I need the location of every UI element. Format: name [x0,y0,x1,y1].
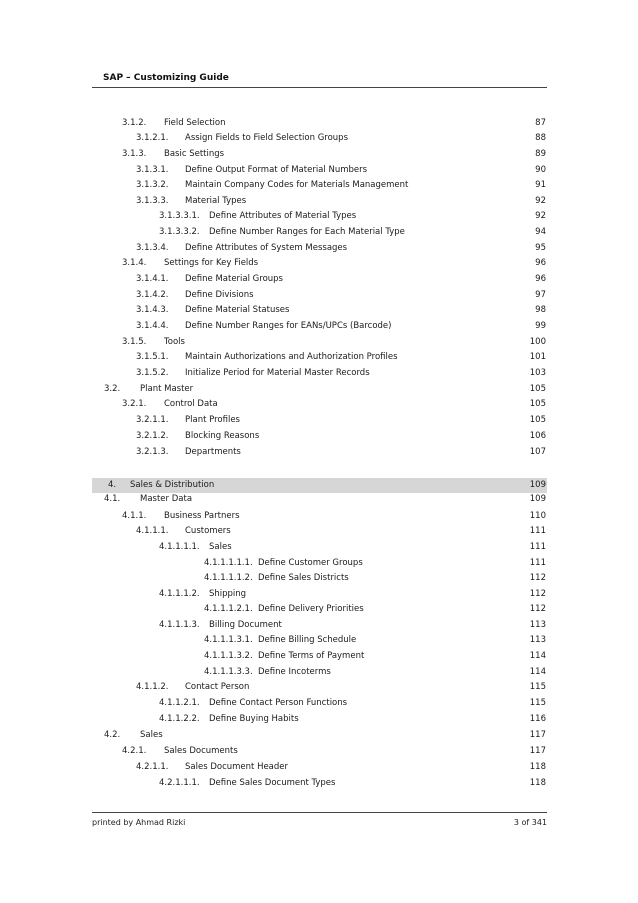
toc-entry-page: 98 [535,305,546,315]
toc-entry[interactable] [92,760,547,775]
toc-entry-number: 3.1.3.2. [136,180,169,190]
toc-entry-title: Business Partners [164,511,240,521]
toc-entry[interactable] [92,696,547,711]
toc-entry-title: Sales Document Header [185,762,289,772]
toc-entry-title: Basic Settings [164,149,225,159]
toc-entry-page: 90 [535,165,546,175]
toc-entry-number: 4.1.1.2. [136,682,169,692]
toc-entry[interactable] [92,728,547,743]
toc-entry[interactable] [92,429,547,444]
toc-entry-title: Maintain Company Codes for Materials Management [185,180,409,190]
toc-entry[interactable] [92,256,547,271]
toc-entry-title: Billing Document [209,620,282,630]
toc-entry-number: 4.1.1.1.2. [159,589,200,599]
toc-entry-page: 94 [535,227,546,237]
toc-entry-number: 4.1.1.2.2. [159,714,200,724]
toc-entry[interactable] [92,665,547,680]
toc-entry-page: 96 [535,274,546,284]
toc-entry[interactable] [92,178,547,193]
toc-entry[interactable] [92,382,547,397]
toc-entry-number: 4.1.1.1.1. [159,542,200,552]
toc-entry-title: Define Output Format of Material Numbers [185,165,368,175]
toc-entry[interactable] [92,272,547,287]
toc-entry[interactable] [92,478,547,493]
toc-entry-number: 4.1.1.1.3.2. [204,651,253,661]
toc-entry-page: 116 [529,714,546,724]
footer-divider [92,812,547,813]
toc-entry-title: Define Number Ranges for EANs/UPCs (Barcode) [185,321,392,331]
toc-entry-page: 96 [535,258,546,268]
toc-entry-number: 3.1.3. [122,149,147,159]
toc-entry-page: 105 [529,384,546,394]
toc-entry-page: 110 [529,511,546,521]
toc-entry-title: Plant Profiles [185,415,240,425]
toc-entry-page: 111 [529,558,546,568]
toc-entry-page: 101 [529,352,546,362]
toc-entry-title: Sales [140,730,163,740]
toc-entry[interactable] [92,633,547,648]
toc-entry-title: Assign Fields to Field Selection Groups [185,133,349,143]
toc-entry-page: 112 [529,589,546,599]
toc-entry-title: Define Billing Schedule [258,635,357,645]
toc-entry-page: 89 [535,149,546,159]
toc-entry-title: Define Incoterms [258,667,331,677]
toc-entry-page: 103 [529,368,546,378]
toc-entry-number: 4.1.1.1.1.2. [204,573,253,583]
toc-entry-number: 4.1.1.2.1. [159,698,200,708]
toc-entry-page: 106 [529,431,546,441]
toc-entry-number: 3.1.3.3.1. [159,211,200,221]
toc-entry-page: 115 [529,682,546,692]
toc-entry-title: Tools [164,337,185,347]
toc-entry[interactable] [92,744,547,759]
toc-entry-number: 3.1.3.1. [136,165,169,175]
toc-entry-number: 4.1.1.1.3.1. [204,635,253,645]
toc-entry-page: 118 [529,778,546,788]
toc-entry-title: Define Attributes of Material Types [209,211,357,221]
toc-entry-page: 105 [529,399,546,409]
toc-entry[interactable] [92,492,547,507]
toc-entry[interactable] [92,556,547,571]
toc-entry[interactable] [92,649,547,664]
toc-entry-number: 3.2. [104,384,121,394]
toc-entry-number: 3.1.3.3.2. [159,227,200,237]
toc-entry-number: 3.1.4.3. [136,305,169,315]
toc-entry-number: 4.1.1.1.3.3. [204,667,253,677]
toc-entry-page: 107 [529,447,546,457]
toc-entry[interactable] [92,131,547,146]
toc-entry-number: 4.2. [104,730,121,740]
toc-entry-title: Define Contact Person Functions [209,698,348,708]
toc-entry-page: 114 [529,667,546,677]
toc-entry-title: Define Customer Groups [258,558,363,568]
toc-entry-title: Settings for Key Fields [164,258,259,268]
toc-entry-page: 91 [535,180,546,190]
toc-entry-number: 3.1.4.2. [136,290,169,300]
toc-entry-title: Customers [185,526,231,536]
toc-entry-page: 113 [529,635,546,645]
toc-entry-title: Departments [185,447,241,457]
toc-entry-page: 111 [529,526,546,536]
toc-entry[interactable] [92,288,547,303]
toc-entry-page: 109 [529,494,546,504]
toc-entry-number: 4.2.1.1. [136,762,169,772]
toc-entry-page: 112 [529,573,546,583]
toc-entry-number: 3.1.4. [122,258,147,268]
toc-entry-title: Define Sales Document Types [209,778,336,788]
toc-entry-title: Define Attributes of System Messages [185,243,348,253]
toc-entry-number: 3.1.5.1. [136,352,169,362]
toc-entry-page: 88 [535,133,546,143]
toc-entry-number: 3.1.4.1. [136,274,169,284]
toc-entry-number: 3.2.1.3. [136,447,169,457]
toc-entry-page: 100 [529,337,546,347]
toc-entry-title: Blocking Reasons [185,431,260,441]
toc-entry-title: Define Buying Habits [209,714,299,724]
toc-entry-title: Maintain Authorizations and Authorization Profiles [185,352,398,362]
toc-entry[interactable] [92,366,547,381]
toc-entry-number: 3.1.5.2. [136,368,169,378]
toc-entry-title: Define Material Groups [185,274,283,284]
toc-entry[interactable] [92,776,547,791]
toc-entry-title: Define Material Statuses [185,305,290,315]
toc-entry-number: 4.1. [104,494,121,504]
toc-entry-number: 3.1.5. [122,337,147,347]
toc-entry-title: Master Data [140,494,193,504]
toc-entry-page: 105 [529,415,546,425]
toc-entry[interactable] [92,335,547,350]
toc-entry-page: 92 [535,211,546,221]
toc-entry-page: 113 [529,620,546,630]
toc-entry[interactable] [92,413,547,428]
toc-entry[interactable] [92,116,547,131]
toc-entry-title: Contact Person [185,682,250,692]
toc-entry-page: 95 [535,243,546,253]
toc-entry[interactable] [92,319,547,334]
toc-entry[interactable] [92,194,547,209]
toc-entry-number: 3.1.3.3. [136,196,169,206]
footer-page-number: 3 of 341 [513,818,547,827]
footer-printed-by: printed by Ahmad Rizki [92,818,186,827]
toc-entry[interactable] [92,397,547,412]
toc-entry-number: 3.1.2.1. [136,133,169,143]
toc-entry-page: 92 [535,196,546,206]
toc-entry-page: 118 [529,762,546,772]
toc-entry-title: Define Terms of Payment [258,651,365,661]
toc-entry[interactable] [92,445,547,460]
toc-entry[interactable] [92,540,547,555]
toc-entry[interactable] [92,602,547,617]
toc-entry-page: 109 [529,480,546,490]
toc-entry[interactable] [92,350,547,365]
toc-entry[interactable] [92,712,547,727]
toc-entry-page: 87 [535,118,546,128]
toc-entry[interactable] [92,303,547,318]
toc-entry-number: 4. [108,480,117,490]
toc-entry-page: 112 [529,604,546,614]
toc-entry-title: Material Types [185,196,247,206]
toc-entry-number: 3.2.1.2. [136,431,169,441]
toc-entry-number: 4.2.1. [122,746,147,756]
toc-entry-page: 97 [535,290,546,300]
toc-entry-page: 115 [529,698,546,708]
toc-entry-title: Shipping [209,589,247,599]
toc-entry-number: 3.2.1.1. [136,415,169,425]
toc-entry-page: 99 [535,321,546,331]
toc-entry-title: Sales [209,542,232,552]
toc-entry-title: Plant Master [140,384,194,394]
toc-entry[interactable] [92,680,547,695]
toc-entry[interactable] [92,618,547,633]
toc-entry-title: Define Delivery Priorities [258,604,364,614]
toc-entry[interactable] [92,509,547,524]
toc-entry[interactable] [92,571,547,586]
toc-entry-title: Define Sales Districts [258,573,349,583]
toc-entry-number: 3.2.1. [122,399,147,409]
toc-entry-title: Field Selection [164,118,226,128]
toc-entry-number: 3.1.3.4. [136,243,169,253]
toc-entry[interactable] [92,147,547,162]
toc-entry-number: 4.1.1.1.3. [159,620,200,630]
toc-entry-title: Initialize Period for Material Master Records [185,368,370,378]
toc-entry-number: 4.2.1.1.1. [159,778,200,788]
toc-entry[interactable] [92,241,547,256]
toc-entry[interactable] [92,587,547,602]
toc-entry-page: 111 [529,542,546,552]
toc-entry-page: 117 [529,730,546,740]
toc-entry-number: 4.1.1.1.1.1. [204,558,253,568]
toc-entry-page: 117 [529,746,546,756]
toc-entry[interactable] [92,225,547,240]
toc-entry[interactable] [92,163,547,178]
toc-entry-number: 4.1.1.1. [136,526,169,536]
toc-entry-title: Sales Documents [164,746,238,756]
toc-entry-title: Define Divisions [185,290,254,300]
toc-entry-title: Sales & Distribution [130,480,215,490]
toc-entry-number: 4.1.1. [122,511,147,521]
toc-entry-number: 3.1.2. [122,118,147,128]
toc-entry-number: 4.1.1.1.2.1. [204,604,253,614]
toc-entry[interactable] [92,209,547,224]
document-header-title: SAP – Customizing Guide [103,73,229,83]
toc-entry-number: 3.1.4.4. [136,321,169,331]
toc-entry[interactable] [92,524,547,539]
toc-entry-title: Define Number Ranges for Each Material Type [209,227,405,237]
toc-entry-page: 114 [529,651,546,661]
toc-entry-title: Control Data [164,399,218,409]
